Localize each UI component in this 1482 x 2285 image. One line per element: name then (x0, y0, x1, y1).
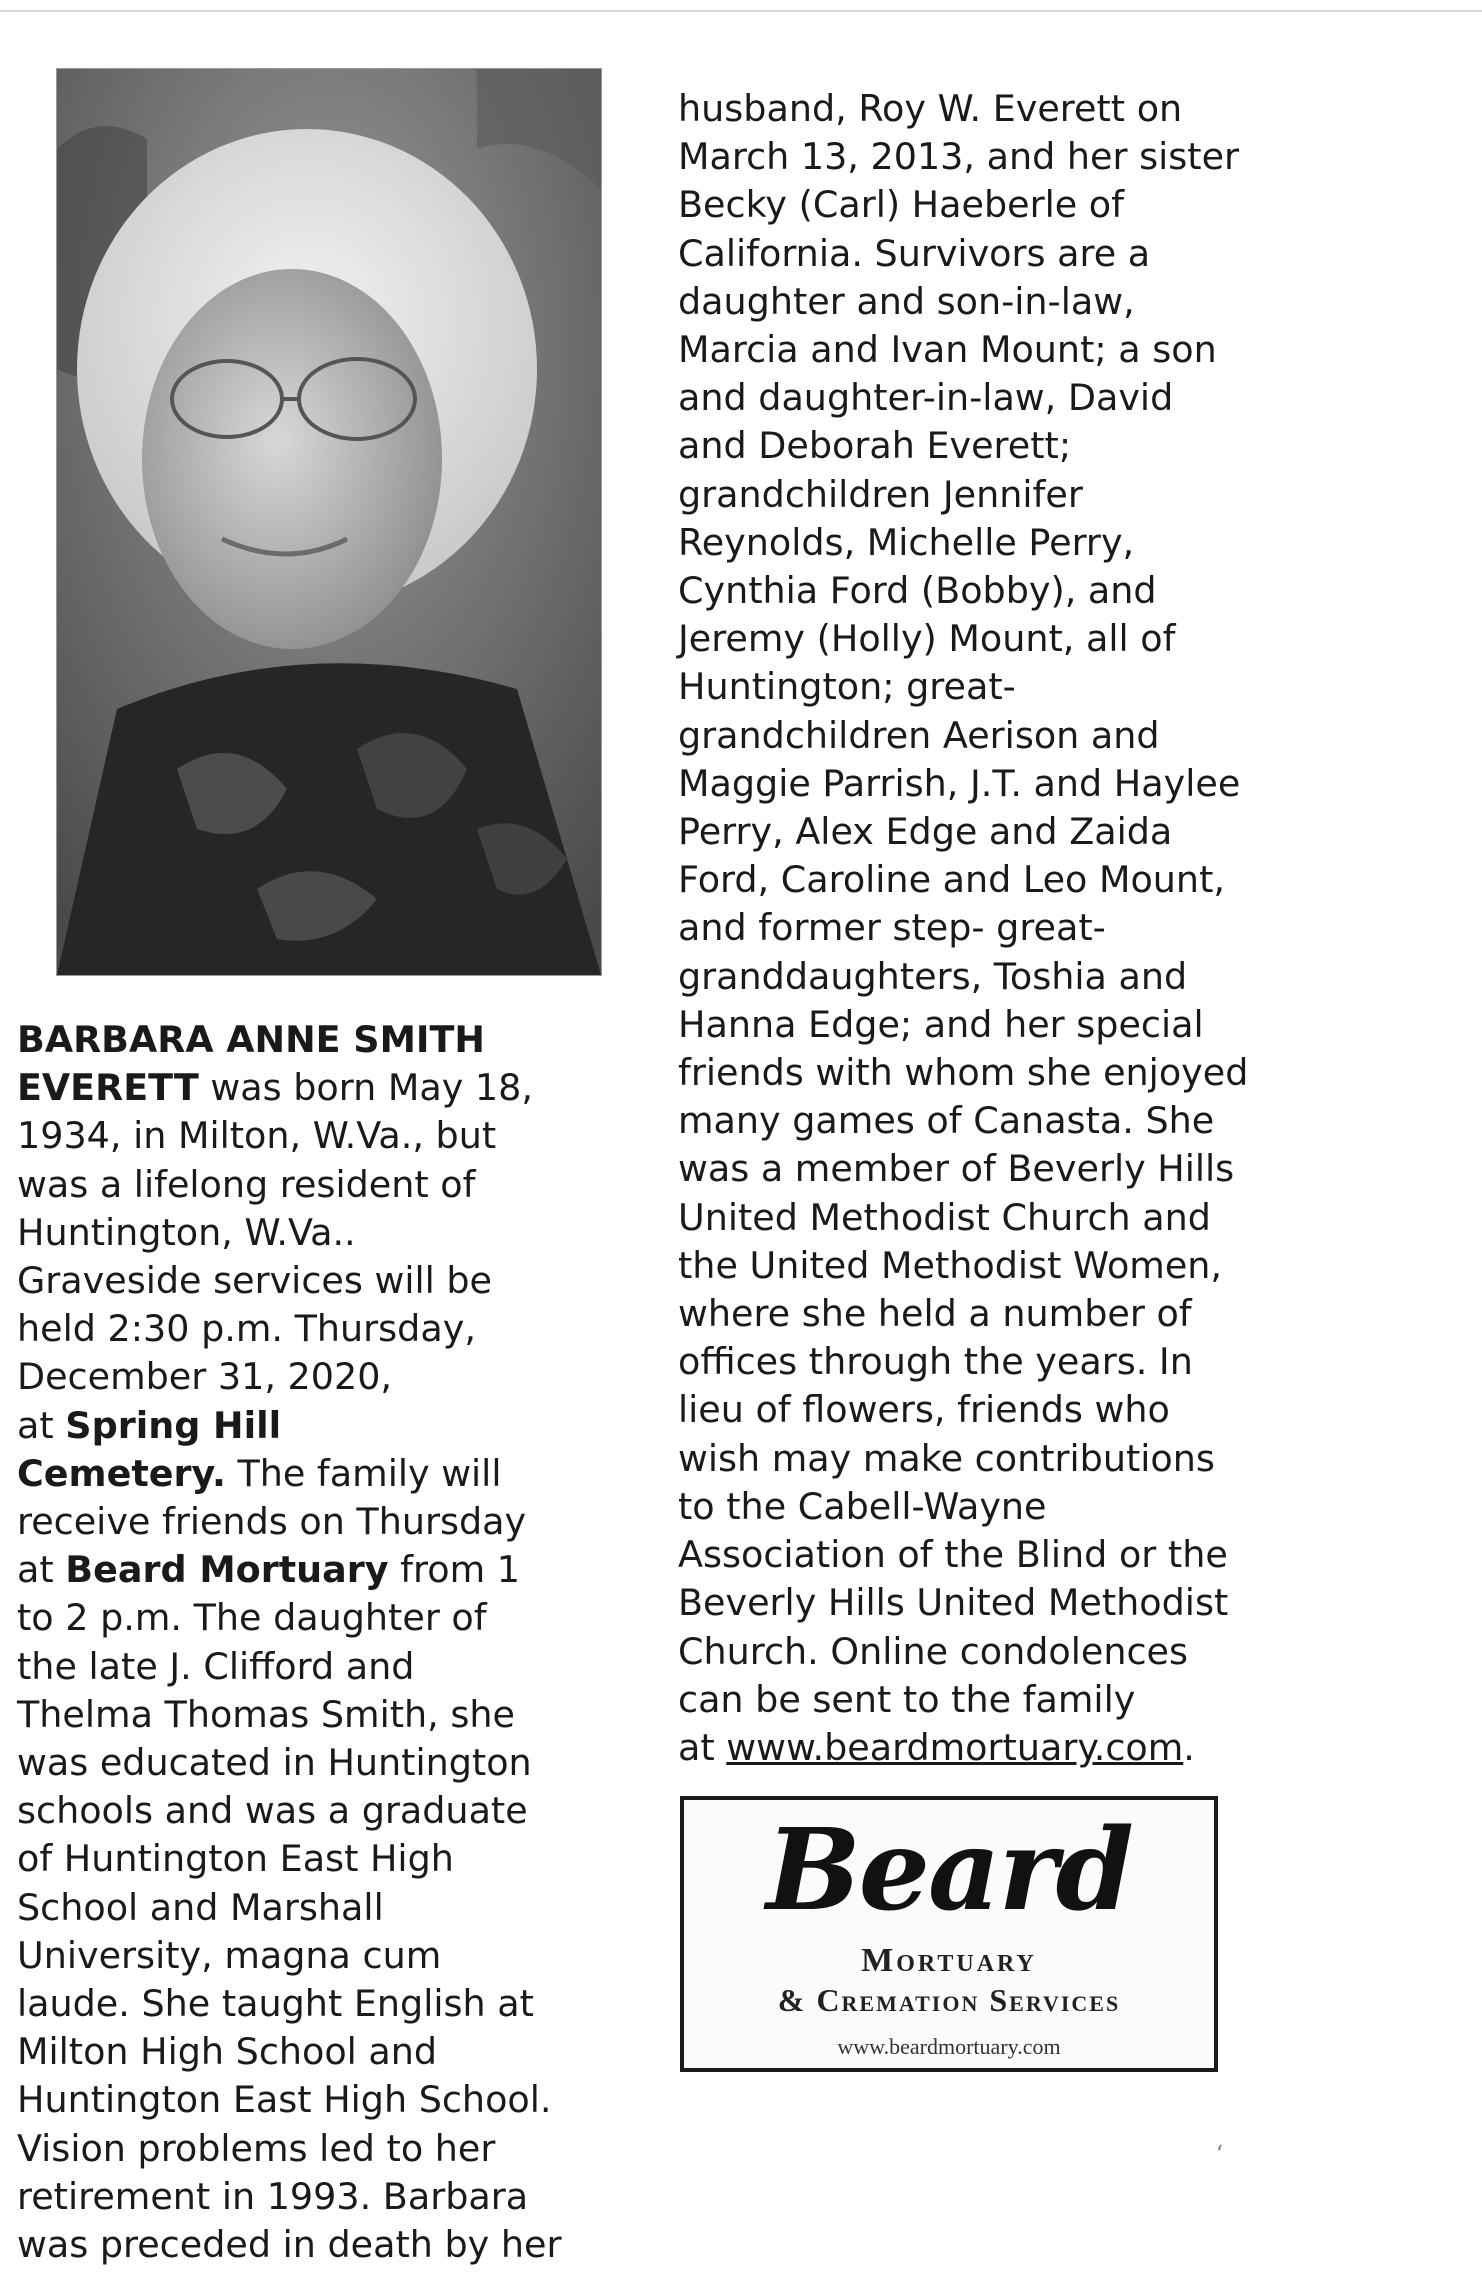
text-line (17, 1884, 561, 1932)
text-segment: Cynthia Ford (Bobby), and (678, 569, 1157, 613)
scan-mark: ʻ (1216, 2142, 1223, 2167)
text-line (17, 1691, 561, 1739)
text-line (17, 1546, 561, 1594)
logo-line-mortuary: Mortuary (861, 1942, 1037, 1979)
text-segment: was a member of Beverly Hills (678, 1147, 1235, 1191)
bold-text: EVERETT (17, 1066, 199, 1110)
text-segment: California. Survivors are a (678, 231, 1151, 275)
text-segment: schools and was a graduate (17, 1789, 528, 1833)
text-segment: friends with whom she enjoyed (678, 1051, 1249, 1095)
bold-text: Cemetery. (17, 1451, 226, 1495)
text-line (678, 1386, 1248, 1434)
text-line (17, 1257, 561, 1305)
text-segment: Ford, Caroline and Leo Mount, (678, 858, 1225, 902)
text-line (17, 1787, 561, 1835)
text-segment: grandchildren Aerison and (678, 713, 1160, 757)
text-segment: Church. Online condolences (678, 1629, 1189, 1673)
text-line (17, 1643, 561, 1691)
text-segment: Reynolds, Michelle Perry, (678, 520, 1135, 564)
text-line (678, 422, 1248, 470)
text-segment: laude. She taught English at (17, 1982, 534, 2026)
text-segment: the late J. Clifford and (17, 1644, 415, 1688)
website-link[interactable]: www.beardmortuary.com (726, 1725, 1184, 1769)
text-line (17, 1353, 561, 1401)
text-segment: lieu of flowers, friends who (678, 1388, 1170, 1432)
text-segment: grandchildren Jennifer (678, 472, 1083, 516)
text-line (678, 567, 1248, 615)
text-segment: Hanna Edge; and her special (678, 1002, 1204, 1046)
logo-line-cremation: & Cremation Services (777, 1982, 1121, 2018)
text-segment: where she held a number of (678, 1292, 1192, 1336)
text-segment: The family will (225, 1451, 502, 1495)
text-segment: and daughter-in-law, David (678, 376, 1174, 420)
text-segment: was a lifelong resident of (17, 1162, 476, 1206)
text-segment: December 31, 2020, (17, 1355, 393, 1399)
text-segment: offices through the years. In (678, 1340, 1193, 1384)
obituary-right-column (678, 85, 1248, 1772)
text-line (678, 760, 1248, 808)
text-segment: can be sent to the family (678, 1677, 1136, 1721)
text-line (678, 326, 1248, 374)
text-line (17, 1450, 561, 1498)
text-segment: at (678, 1725, 727, 1769)
text-segment: University, magna cum (17, 1933, 442, 1977)
text-line (17, 1305, 561, 1353)
text-line (17, 1161, 561, 1209)
text-line (678, 1194, 1248, 1242)
text-line (17, 1402, 561, 1450)
text-line (678, 471, 1248, 519)
text-line (17, 1064, 561, 1112)
text-segment: husband, Roy W. Everett on (678, 87, 1183, 130)
text-line (678, 1628, 1248, 1676)
text-segment: was educated in Huntington (17, 1741, 532, 1785)
text-segment: Becky (Carl) Haeberle of (678, 183, 1124, 227)
text-segment: was preceded in death by her (17, 2223, 562, 2267)
portrait-photo (56, 68, 602, 976)
text-segment: to 2 p.m. The daughter of (17, 1596, 487, 1640)
text-line (678, 1483, 1248, 1531)
text-line (17, 1980, 561, 2028)
text-line (678, 1531, 1248, 1579)
text-line (678, 1579, 1248, 1627)
text-segment: and former step- great- (678, 906, 1106, 950)
text-line (678, 1724, 1248, 1772)
text-line (17, 1112, 561, 1160)
bold-text: Beard Mortuary (65, 1548, 389, 1592)
text-line (678, 278, 1248, 326)
obituary-left-column (17, 1016, 561, 2269)
text-line (678, 712, 1248, 760)
text-line (17, 1932, 561, 1980)
text-line (678, 663, 1248, 711)
text-segment: to the Cabell-Wayne (678, 1484, 1047, 1528)
text-line (17, 1594, 561, 1642)
text-line (678, 374, 1248, 422)
text-line (678, 615, 1248, 663)
text-segment: and Deborah Everett; (678, 424, 1072, 468)
text-line (678, 1001, 1248, 1049)
text-segment: Huntington, W.Va.. (17, 1210, 356, 1254)
text-line (678, 904, 1248, 952)
text-line (17, 1209, 561, 1257)
text-segment: held 2:30 p.m. Thursday, (17, 1307, 476, 1351)
text-line (678, 1145, 1248, 1193)
text-segment: Milton High School and (17, 2030, 438, 2074)
text-line (678, 85, 1248, 133)
text-line (17, 1016, 561, 1064)
text-line (678, 1097, 1248, 1145)
text-segment: Thelma Thomas Smith, she (17, 1692, 515, 1736)
text-line (678, 519, 1248, 567)
text-line (17, 2173, 561, 2221)
text-segment: Huntington; great- (678, 665, 1016, 709)
text-line (678, 133, 1248, 181)
text-segment: the United Methodist Women, (678, 1243, 1223, 1287)
text-segment: Vision problems led to her (17, 2126, 496, 2170)
text-segment: granddaughters, Toshia and (678, 954, 1188, 998)
text-line (17, 2076, 561, 2124)
text-segment: Marcia and Ivan Mount; a son (678, 328, 1217, 372)
text-segment: was born May 18, (198, 1066, 533, 1110)
text-segment: at (17, 1548, 66, 1592)
text-segment: Association of the Blind or the (678, 1533, 1228, 1577)
logo-script-name: Beard (766, 1805, 1132, 1936)
text-line (678, 953, 1248, 1001)
text-segment: Beverly Hills United Methodist (678, 1581, 1229, 1625)
bold-text: BARBARA ANNE SMITH (17, 1018, 485, 1061)
text-line (678, 1676, 1248, 1724)
text-line (17, 2028, 561, 2076)
text-line (678, 1049, 1248, 1097)
text-segment: daughter and son-in-law, (678, 279, 1135, 323)
page-top-rule (0, 10, 1482, 12)
text-line (678, 808, 1248, 856)
text-segment: Jeremy (Holly) Mount, all of (678, 617, 1176, 661)
text-line (17, 1498, 561, 1546)
beard-mortuary-logo (680, 1796, 1218, 2072)
text-segment: Huntington East High School. (17, 2078, 552, 2122)
text-segment: United Methodist Church and (678, 1195, 1211, 1239)
logo-url: www.beardmortuary.com (837, 2034, 1061, 2059)
text-segment: Graveside services will be (17, 1259, 492, 1303)
text-segment: School and Marshall (17, 1885, 384, 1929)
text-line (17, 1835, 561, 1883)
text-segment: wish may make contributions (678, 1436, 1215, 1480)
text-line (678, 1338, 1248, 1386)
text-line (678, 856, 1248, 904)
text-segment: 1934, in Milton, W.Va., but (17, 1114, 497, 1158)
text-line (678, 230, 1248, 278)
text-segment: retirement in 1993. Barbara (17, 2174, 529, 2218)
text-segment: many games of Canasta. She (678, 1099, 1215, 1143)
text-line (17, 1739, 561, 1787)
text-line (678, 1242, 1248, 1290)
text-segment: at (17, 1403, 66, 1447)
text-line (678, 1435, 1248, 1483)
text-segment: Maggie Parrish, J.T. and Haylee (678, 761, 1241, 805)
text-segment: . (1183, 1725, 1195, 1769)
text-line (17, 2125, 561, 2173)
portrait-photo-drawing (57, 69, 601, 975)
text-line (17, 2221, 561, 2269)
text-line (678, 181, 1248, 229)
text-segment: Perry, Alex Edge and Zaida (678, 810, 1173, 854)
text-segment: from 1 (388, 1548, 520, 1592)
bold-text: Spring Hill (65, 1403, 282, 1447)
text-segment: receive friends on Thursday (17, 1500, 527, 1544)
text-segment: March 13, 2013, and her sister (678, 135, 1240, 179)
text-line (678, 1290, 1248, 1338)
text-segment: of Huntington East High (17, 1837, 454, 1881)
